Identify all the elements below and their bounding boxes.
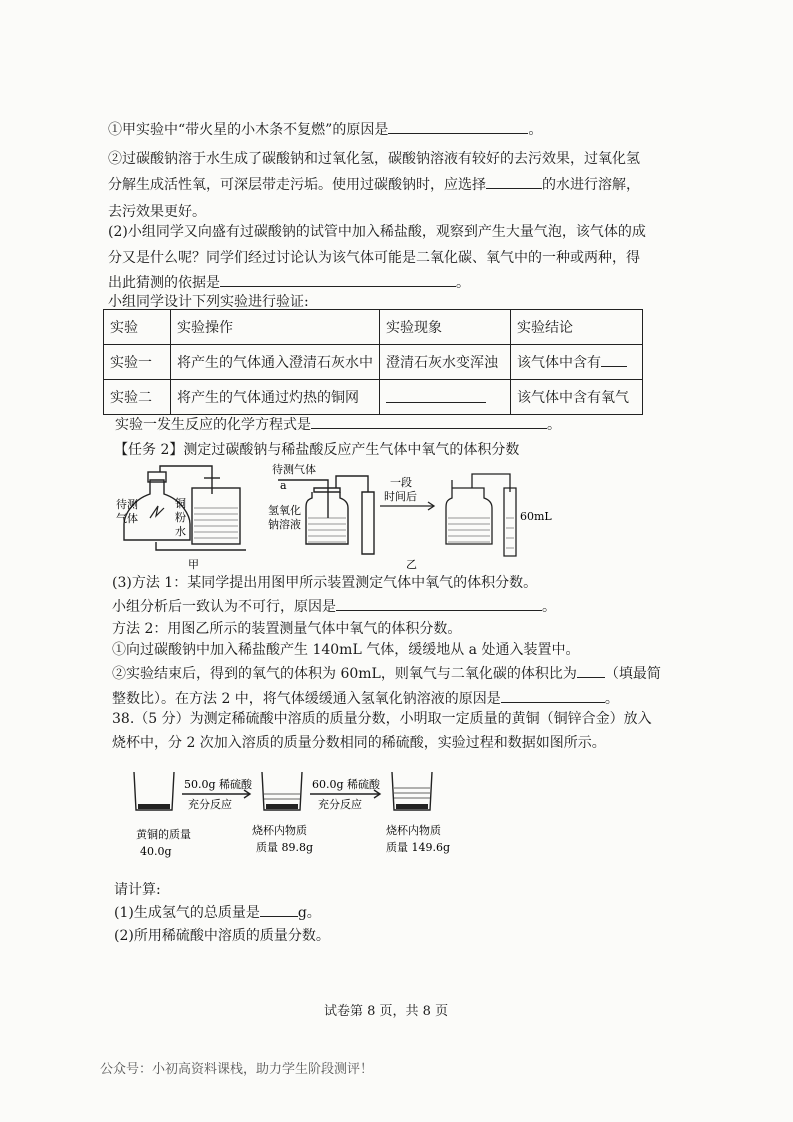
table-row [104,380,643,415]
answer-blank[interactable] [577,663,605,678]
table-cell: 实验一 [104,345,171,380]
jia-copper-label: 粉 [175,511,186,524]
beaker2-label: 烧杯内物质 [252,824,307,837]
yi-arrow-label: 时间后 [384,490,417,503]
residue-solid-1 [266,804,298,809]
calc-item2: (2)所用稀硫酸中溶质的质量分数。 [114,928,330,944]
q2-line1: (2)小组同学又向盛有过碳酸钠的试管中加入稀盐酸，观察到产生大量气泡，该气体的成 [108,224,646,240]
table-header: 实验 [104,310,171,345]
tube-bottom [156,542,246,550]
yi-a-label: a [280,479,287,492]
delivery-tube [160,466,212,494]
residue-solid-2 [396,804,428,809]
answer-blank[interactable] [260,902,298,917]
acid1-label: 50.0g 稀硫酸 [184,778,253,791]
q3-method2: 方法 2：用图乙所示的装置测量气体中氧气的体积分数。 [112,621,462,637]
equation-line: 实验一发生反应的化学方程式是 。 [115,414,561,434]
table-cell: 该气体中含有 [511,345,643,380]
answer-blank[interactable] [388,119,528,134]
q38-line2: 烧杯中，分 2 次加入溶质的质量分数相同的稀硫酸，实验过程和数据如图所示。 [112,735,606,751]
q1-item2-line2: 分解生成活性氧，可深层带走污垢。使用过碳酸钠时，应选择 的水进行溶解， [108,174,640,194]
table-header: 实验现象 [380,310,511,345]
bottle-stopper [314,488,340,492]
q38-line1: 38.（5 分）为测定稀硫酸中溶质的质量分数，小明取一定质量的黄铜（铜锌合金）放入 [112,711,652,727]
q2-design: 小组同学设计下列实验进行验证: [108,294,309,310]
jia-gas-label: 气体 [116,512,138,525]
yi-volume-label: 60mL [520,510,552,523]
outlet-tube [336,476,368,492]
q1-item1: ①甲实验中“带火星的小木条不复燃”的原因是 。 [108,119,542,139]
brass-solid [138,804,170,809]
stick [150,506,164,518]
yi-gas-label: 待测气体 [272,463,316,476]
answer-blank[interactable] [486,174,542,189]
task2-heading: 【任务 2】测定过碳酸钠与稀盐酸反应产生气体中氧气的体积分数 [114,442,520,458]
answer-blank[interactable] [601,352,627,367]
q2-line3: 出此猜测的依据是 。 [108,272,470,292]
table-cell [380,380,511,415]
page-footer: 试卷第 8 页，共 8 页 [324,1004,449,1019]
react2-label: 充分反应 [318,798,362,811]
table-header: 实验操作 [171,310,380,345]
answer-blank[interactable] [311,414,547,429]
q1-item2-line1: ②过碳酸钠溶于水生成了碳酸钠和过氧化氢，碳酸钠溶液有较好的去污效果，过氧化氢 [108,151,640,167]
gas-bottle-2 [446,480,492,544]
graduated-cylinder [362,492,374,554]
beaker1-label: 黄铜的质量 [136,828,191,841]
q3-step2: ②实验结束后，得到的氧气的体积为 60mL，则氧气与二氧化碳的体积比为 （填最简 [112,663,661,683]
watermark: 公众号：小初高资料课栈，助力学生阶段测评！ [100,1062,374,1077]
table-header-row [104,310,643,345]
q3-step2-line2: 整数比）。在方法 2 中，将气体缓缓通入氢氧化钠溶液的原因是 。 [112,688,619,708]
jia-copper-label: 铜 [175,497,186,510]
calc-title: 请计算: [114,882,161,898]
table-cell: 澄清石灰水变浑浊 [380,345,511,380]
experiment-table [103,309,643,415]
table-cell: 实验二 [104,380,171,415]
beaker3-label: 烧杯内物质 [386,824,441,837]
jia-water-label: 水 [175,525,186,538]
beaker2-label: 质量 89.8g [256,841,314,854]
water-trough [192,488,240,544]
table-cell: 该气体中含有氧气 [511,380,643,415]
q3-method1: (3)方法 1：某同学提出用图甲所示装置测定气体中氧气的体积分数。 [112,575,538,591]
yi-naoh-label: 钠溶液 [268,518,301,531]
q3-step1: ①向过碳酸钠中加入稀盐酸产生 140mL 气体，缓缓地从 a 处通入装置中。 [112,642,580,658]
yi-naoh-label: 氢氧化 [268,504,301,517]
beaker1-label: 40.0g [140,845,172,858]
answer-blank[interactable] [501,688,605,703]
graduated-cylinder-2 [504,488,516,556]
q3-analysis: 小组分析后一致认为不可行，原因是 。 [112,596,556,616]
table-row [104,345,643,380]
answer-blank[interactable] [336,596,542,611]
calc-item1: (1)生成氢气的总质量是 g。 [114,902,321,922]
acid2-label: 60.0g 稀硫酸 [312,778,381,791]
beaker3-label: 质量 149.6g [386,841,451,854]
table-header: 实验结论 [511,310,643,345]
beaker-figure [126,766,466,862]
answer-blank[interactable] [220,272,456,287]
q2-line2: 分又是什么呢？同学们经过讨论认为该气体可能是二氧化碳、氧气中的一种或两种，得 [108,250,640,266]
yi-arrow-label: 一段 [390,476,412,489]
answer-blank[interactable] [386,388,486,403]
apparatus-figure [100,458,570,576]
jia-caption: 甲 [188,558,199,571]
table-cell: 将产生的气体通入澄清石灰水中 [171,345,380,380]
table-cell: 将产生的气体通过灼热的铜网 [171,380,380,415]
q1-item2-line3: 去污效果更好。 [108,204,206,220]
yi-caption: 乙 [406,558,417,571]
react1-label: 充分反应 [188,798,232,811]
jia-gas-label: 待测 [116,498,138,511]
